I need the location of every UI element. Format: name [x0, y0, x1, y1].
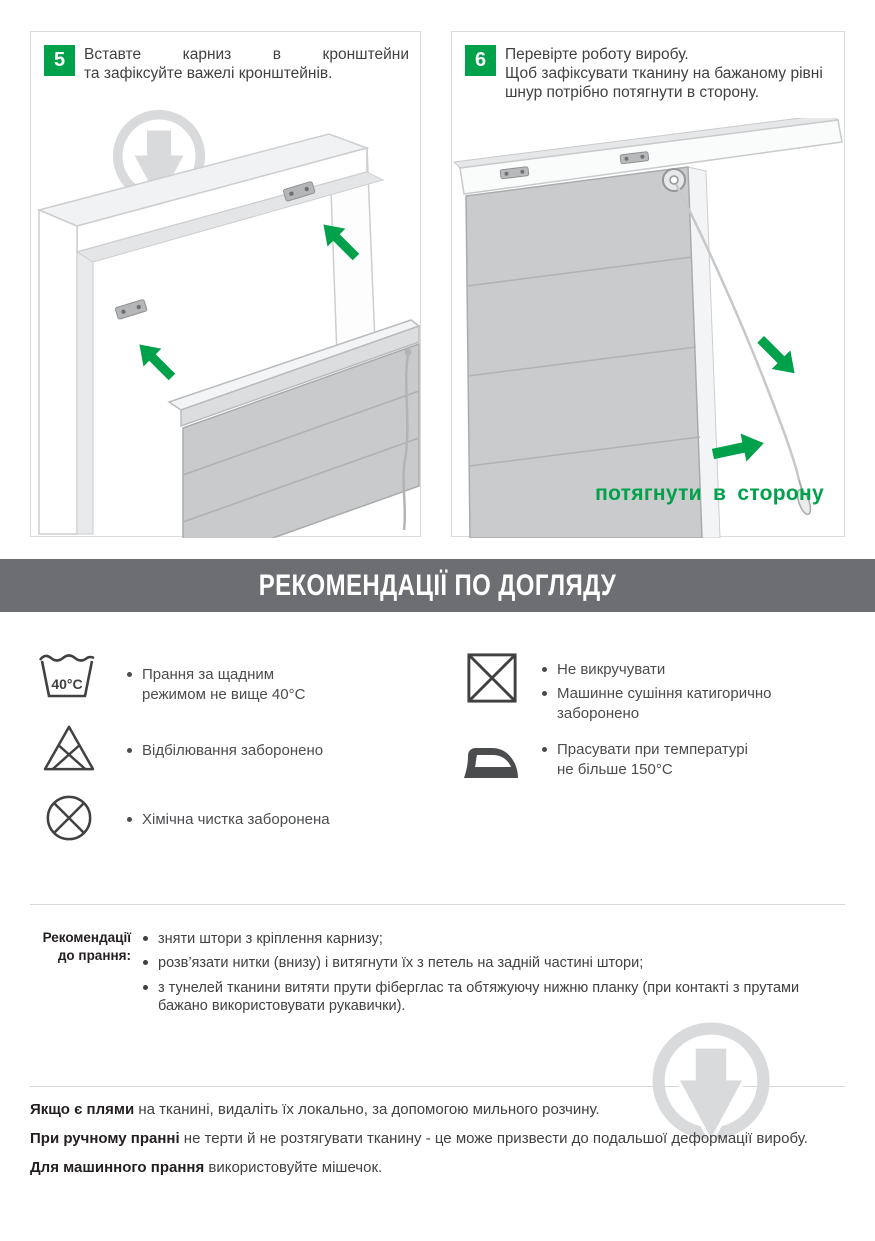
bullet-dot: [127, 672, 132, 677]
note-text: на тканині, видаліть їх локально, за допомогою мильного розчину.: [134, 1101, 600, 1118]
no-bleach-icon: [42, 724, 96, 772]
bullet-dot: [143, 936, 148, 941]
care-banner-title: РЕКОМЕНДАЦІЇ ПО ДОГЛЯДУ: [258, 568, 617, 602]
washing-label-line-2: до прання:: [57, 947, 131, 963]
step-6-number-badge: 6: [465, 45, 496, 76]
divider: [30, 904, 845, 905]
step-6-text-line-1: Перевірте роботу виробу.: [505, 46, 689, 63]
note-text: не терти й не розтягувати тканину - це може призвести до подальшої деформації виробу.: [179, 1130, 808, 1147]
iron-150-icon: [462, 736, 520, 780]
care-item-text: Відбілювання заборонено: [142, 742, 324, 759]
care-item-no-bleach: [127, 741, 387, 761]
list-item-text: розв’язати нитки (внизу) і витягнути їх з петель на задній частині штори;: [158, 955, 644, 972]
step-5-number-badge: 5: [44, 45, 75, 76]
note-lead: При ручному пранні: [30, 1130, 180, 1147]
washing-recommendations-list: [143, 930, 849, 1021]
step-5-illustration: [31, 94, 420, 538]
care-item-text: Прання за щадним режимом не вище 40°С: [142, 666, 306, 703]
care-banner: [0, 559, 875, 612]
green-arrow-icon: [710, 429, 767, 468]
washing-recommendations-label: [28, 929, 131, 964]
step-5-text-line-2: та зафіксуйте важелі кронштейнів.: [84, 64, 333, 82]
step-5-header: [44, 45, 409, 84]
wash-temp-label: 40°C: [51, 676, 83, 692]
note-machine-wash: [30, 1159, 845, 1177]
note-hand-wash: [30, 1130, 845, 1148]
list-item: [143, 954, 849, 972]
list-item-text: з тунелей тканини витяти прути фіберглас та обтяжуючу нижню планку (при контакті з прутами бажано використовувати рукавички).: [158, 979, 800, 1014]
care-item-no-wring: [542, 660, 782, 680]
roman-blind: [169, 320, 419, 538]
note-lead: Для машинного прання: [30, 1159, 205, 1176]
step-6-header: [465, 45, 833, 103]
washing-label-line-1: Рекомендації: [42, 930, 131, 945]
list-item: [143, 930, 849, 948]
care-item-iron: [542, 740, 757, 780]
step-6-text-line-2: Щоб зафіксувати тканину на бажаному рівні: [505, 64, 823, 82]
bullet-dot: [127, 748, 132, 753]
pull-aside-annotation: потягнути в сторону: [595, 482, 824, 505]
step-6-text-line-3: шнур потрібно потягнути в сторону.: [505, 83, 760, 101]
care-item-wash: [127, 665, 337, 705]
green-arrow-icon: [751, 330, 804, 383]
care-item-text: Прасувати при температурі не більше 150°С: [557, 741, 748, 778]
no-wring-icon: [466, 652, 518, 704]
step-5-text-line-1: Вставте карниз в кронштейни: [84, 46, 409, 63]
list-item: [143, 979, 843, 1016]
step-6-text: [505, 45, 833, 103]
bullet-dot: [542, 691, 547, 696]
care-item-no-dry-clean: [127, 810, 387, 830]
bullet-dot: [143, 985, 148, 990]
care-item-text: Хімічна чистка заборонена: [142, 811, 330, 828]
cord-grommet-icon: [663, 169, 685, 191]
bullet-dot: [542, 747, 547, 752]
bottom-notes: [30, 1101, 845, 1188]
bullet-dot: [542, 667, 547, 672]
bullet-dot: [143, 960, 148, 965]
care-item-no-machine-dry: [542, 684, 777, 724]
green-arrow-icon: [130, 336, 180, 386]
care-item-text: Машинне сушіння катигорично заборонено: [557, 685, 772, 722]
bullet-dot: [127, 817, 132, 822]
note-lead: Якщо є плями: [30, 1101, 135, 1118]
step-5-text: [84, 45, 409, 84]
step-6-illustration: [452, 118, 844, 538]
care-item-text: Не викручувати: [557, 661, 666, 678]
note-text: використовуйте мішечок.: [204, 1159, 383, 1176]
list-item-text: зняти штори з кріплення карнизу;: [158, 931, 383, 947]
step-5-panel: [30, 31, 421, 537]
wash-40-icon: [36, 650, 98, 700]
bracket-icon: [115, 299, 147, 319]
step-6-panel: [451, 31, 845, 537]
note-stains: [30, 1101, 845, 1119]
no-dry-clean-icon: [44, 793, 94, 843]
